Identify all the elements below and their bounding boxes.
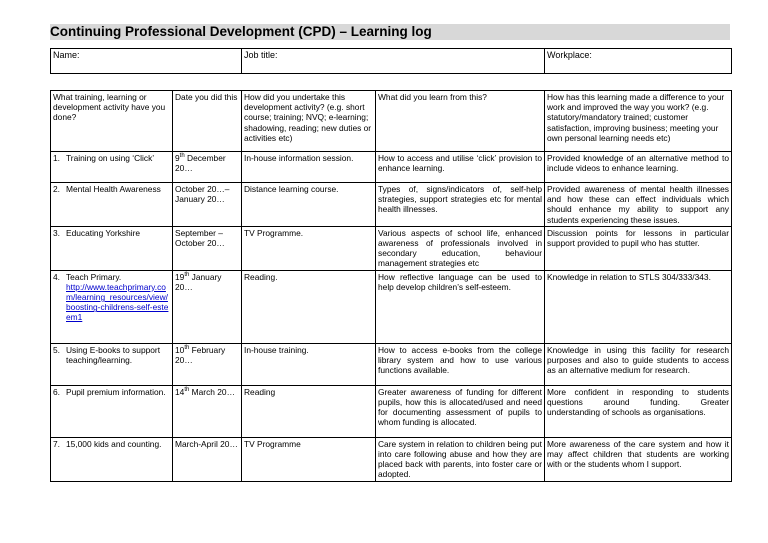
difference-cell: More confident in responding to students questions around funding. Greater understanding of schools as organisations. bbox=[545, 385, 732, 437]
column-header-method: How did you undertake this development activity? (e.g. short course; training; NVQ; e-learning; shadowing, reading; new duties or activities etc) bbox=[242, 91, 376, 152]
date-text-a: 14 bbox=[175, 386, 185, 397]
learned-cell: Care system in relation to children being put into care following abuse and how they are placed back with parents, into foster care or adopted. bbox=[376, 437, 545, 481]
name-field[interactable] bbox=[51, 49, 242, 74]
activity-cell bbox=[51, 152, 173, 183]
difference-cell: More awareness of the care system and how it may affect children that students are working with or the students whom I support. bbox=[545, 437, 732, 481]
date-ordinal: th bbox=[184, 386, 190, 393]
row-number: 7. bbox=[53, 438, 60, 449]
activity-cell bbox=[51, 385, 173, 437]
date-text-a: September – October 20… bbox=[175, 227, 225, 249]
learned-cell: Various aspects of school life, enhanced awareness of professionals involved in secondary education, behaviour management strategies etc bbox=[376, 226, 545, 270]
method-cell: TV Programme bbox=[242, 437, 376, 481]
activity-cell bbox=[51, 183, 173, 227]
activity-cell bbox=[51, 437, 173, 481]
date-text-a: 19 bbox=[175, 271, 185, 282]
date-text-a: March-April 20… bbox=[175, 438, 238, 449]
row-number: 4. bbox=[53, 271, 60, 282]
date-text-b: December 20… bbox=[175, 153, 226, 174]
column-header-learned: What did you learn from this? bbox=[376, 91, 545, 152]
difference-cell: Provided awareness of mental health illnesses and how these can effect individuals which should enhance my ability to support any students experiencing these issues. bbox=[545, 183, 732, 227]
learned-cell: How to access e-books from the college library system and how to use various functions available. bbox=[376, 343, 545, 385]
workplace-field[interactable] bbox=[545, 49, 732, 74]
activity-cell bbox=[51, 270, 173, 343]
date-text-a: 9 bbox=[175, 153, 180, 163]
date-cell bbox=[173, 270, 242, 343]
activity-cell bbox=[51, 343, 173, 385]
column-header-date: Date you did this bbox=[173, 91, 242, 152]
row-number: 5. bbox=[53, 344, 60, 355]
row-number: 3. bbox=[53, 227, 60, 238]
activity-text: Educating Yorkshire bbox=[66, 227, 141, 238]
method-cell: Reading. bbox=[242, 270, 376, 343]
activity-text: Teach Primary. bbox=[66, 271, 122, 282]
name-label: Name: bbox=[53, 50, 80, 60]
table-row bbox=[51, 226, 732, 270]
row-number: 6. bbox=[53, 386, 60, 397]
date-text-a: 10 bbox=[175, 344, 185, 355]
method-cell: In-house information session. bbox=[242, 152, 376, 183]
date-cell bbox=[173, 226, 242, 270]
row-number: 2. bbox=[53, 184, 60, 194]
date-text-b: January 20… bbox=[175, 271, 222, 292]
job-title-label: Job title: bbox=[244, 50, 278, 60]
details-table bbox=[50, 48, 732, 74]
difference-cell: Provided knowledge of an alternative method to include videos to enhance learning. bbox=[545, 152, 732, 183]
row-number: 1. bbox=[53, 153, 60, 163]
date-ordinal: th bbox=[179, 153, 185, 160]
table-row bbox=[51, 437, 732, 481]
method-cell: TV Programme. bbox=[242, 226, 376, 270]
resource-link[interactable]: http://www.teachprimary.com/learning_resources/view/boosting-childrens-self-esteem1 bbox=[66, 281, 169, 323]
workplace-label: Workplace: bbox=[547, 50, 592, 60]
date-cell bbox=[173, 183, 242, 227]
date-ordinal: th bbox=[184, 271, 190, 278]
date-cell bbox=[173, 437, 242, 481]
column-header-activity: What training, learning or development activity have you done? bbox=[51, 91, 173, 152]
table-row bbox=[51, 270, 732, 343]
difference-cell: Discussion points for lessons in particular support provided to pupil who has stutter. bbox=[545, 226, 732, 270]
header-row bbox=[51, 91, 732, 152]
difference-cell: Knowledge in using this facility for research purposes and also to guide students to access as an alternative medium for research. bbox=[545, 343, 732, 385]
date-text-a: October 20…– January 20… bbox=[175, 184, 230, 205]
date-ordinal: th bbox=[184, 344, 190, 351]
method-cell: In-house training. bbox=[242, 343, 376, 385]
method-cell: Reading bbox=[242, 385, 376, 437]
learning-log-table bbox=[50, 90, 732, 482]
learned-cell: How reflective language can be used to help develop children’s self-esteem. bbox=[376, 270, 545, 343]
date-cell bbox=[173, 152, 242, 183]
date-cell bbox=[173, 343, 242, 385]
activity-text: Training on using ‘Click’ bbox=[66, 153, 155, 163]
table-row bbox=[51, 183, 732, 227]
activity-text: Using E-books to support teaching/learning. bbox=[66, 344, 161, 365]
learned-cell: How to access and utilise ‘click’ provision to enhance learning. bbox=[376, 152, 545, 183]
activity-text: Mental Health Awareness bbox=[66, 184, 161, 194]
learned-cell: Greater awareness of funding for different pupils, how this is allocated/used and need for documenting assessment of pupils to whom funding is allocated. bbox=[376, 385, 545, 437]
job-title-field[interactable] bbox=[242, 49, 545, 74]
column-header-difference: How has this learning made a difference to your work and improved the way you work? (e.g. statutory/mandatory trained; customer satisfaction, improving business; meeting your own personal learning needs etc) bbox=[545, 91, 732, 152]
activity-text: Pupil premium information. bbox=[66, 386, 166, 397]
table-row bbox=[51, 343, 732, 385]
activity-cell bbox=[51, 226, 173, 270]
table-row bbox=[51, 152, 732, 183]
page-title: Continuing Professional Development (CPD) – Learning log bbox=[50, 24, 432, 39]
learned-cell: Types of, signs/indicators of, self-help strategies, support strategies etc for mental health illnesses. bbox=[376, 183, 545, 227]
difference-cell: Knowledge in relation to STLS 304/333/343. bbox=[545, 270, 732, 343]
date-text-b: March 20… bbox=[189, 386, 235, 397]
activity-text: 15,000 kids and counting. bbox=[66, 438, 162, 449]
date-text-b: February 20… bbox=[175, 344, 226, 365]
method-cell: Distance learning course. bbox=[242, 183, 376, 227]
table-row bbox=[51, 385, 732, 437]
date-cell bbox=[173, 385, 242, 437]
